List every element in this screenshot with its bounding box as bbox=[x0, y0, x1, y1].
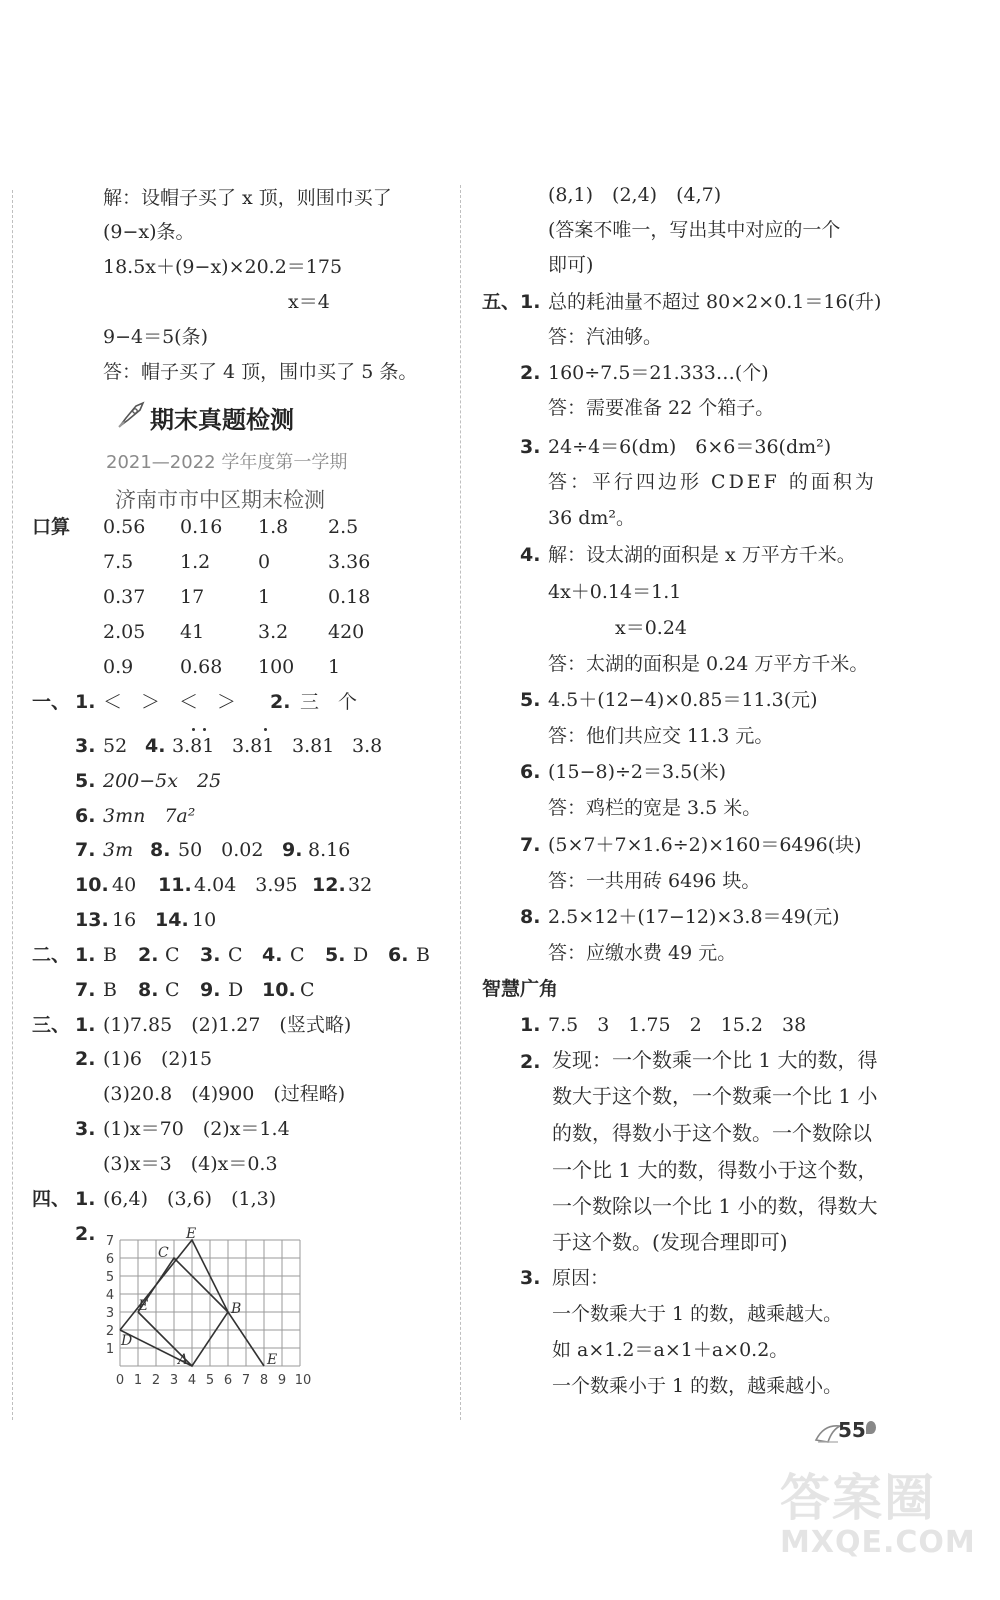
kousuan-cell: 1 bbox=[328, 656, 341, 678]
answer: 答：太湖的面积是 0.24 万平方千米。 bbox=[548, 653, 869, 675]
q-number: 9. bbox=[200, 979, 221, 1001]
intro-line-4: x＝4 bbox=[288, 291, 330, 313]
intro-line-5: 9−4＝5(条) bbox=[103, 326, 209, 348]
coordinate-grid bbox=[98, 1226, 320, 1392]
kousuan-cell: 3.2 bbox=[258, 621, 289, 643]
answer: C bbox=[290, 944, 305, 966]
q-number: 3. bbox=[520, 1267, 541, 1289]
repeat-dot bbox=[203, 728, 206, 731]
y-tick: 6 bbox=[105, 1252, 115, 1267]
kousuan-cell: 0.56 bbox=[103, 516, 146, 538]
answer: 的数，得数小于这个数。一个数除以 bbox=[552, 1121, 872, 1145]
answer: 一个数乘小于 1 的数，越乘越小。 bbox=[552, 1375, 843, 1397]
exam-name: 济南市市中区期末检测 bbox=[115, 488, 325, 512]
answer: 32 bbox=[348, 874, 373, 896]
answer: (1)6 (2)15 bbox=[103, 1048, 213, 1070]
answer: 24÷4＝6(dm) 6×6＝36(dm²) bbox=[548, 436, 832, 458]
answer: 4x＋0.14＝1.1 bbox=[548, 581, 682, 603]
q-number: 3. bbox=[75, 735, 96, 757]
sec2-label: 二、 bbox=[32, 944, 71, 966]
q-number: 2. bbox=[75, 1223, 96, 1245]
q-number: 6. bbox=[75, 805, 96, 827]
answer: C bbox=[165, 944, 180, 966]
rocket-icon bbox=[116, 400, 146, 430]
answer: 解：设太湖的面积是 x 万平方千米。 bbox=[548, 544, 856, 566]
kousuan-cell: 1.2 bbox=[180, 551, 211, 573]
point-label: D bbox=[121, 1333, 133, 1349]
answer: 16 bbox=[112, 909, 137, 931]
answer: (6,4) (3,6) (1,3) bbox=[103, 1188, 277, 1210]
answer: 如 a×1.2＝a×1＋a×0.2。 bbox=[552, 1339, 789, 1361]
section-title: 期末真题检测 bbox=[150, 406, 294, 434]
point-label: E bbox=[138, 1298, 149, 1314]
y-tick: 5 bbox=[105, 1270, 115, 1285]
q-number: 5. bbox=[325, 944, 346, 966]
answer: 一个比 1 大的数，得数小于这个数， bbox=[552, 1158, 878, 1182]
intro-line-3: 18.5x＋(9−x)×20.2＝175 bbox=[103, 256, 343, 278]
kousuan-cell: 100 bbox=[258, 656, 295, 678]
intro-line-2: (9−x)条。 bbox=[103, 221, 195, 243]
y-tick: 7 bbox=[105, 1234, 115, 1249]
q-number: 2. bbox=[520, 1051, 541, 1073]
kousuan-cell: 3.36 bbox=[328, 551, 371, 573]
kousuan-cell: 0.16 bbox=[180, 516, 223, 538]
answer: 10 bbox=[192, 909, 217, 931]
watermark bbox=[780, 1470, 976, 1560]
q-number: 8. bbox=[520, 906, 541, 928]
q-number: 8. bbox=[138, 979, 159, 1001]
answer: 4.5＋(12−4)×0.85＝11.3(元) bbox=[548, 689, 818, 711]
answer: 7.5 3 1.75 2 15.2 38 bbox=[548, 1014, 807, 1036]
q-number: 2. bbox=[520, 362, 541, 384]
x-tick: 0 bbox=[115, 1373, 125, 1388]
answer: 原因： bbox=[552, 1267, 610, 1289]
x-tick: 1 bbox=[133, 1373, 143, 1388]
q-number: 13. bbox=[75, 909, 109, 931]
sec4-label: 四、 bbox=[32, 1188, 71, 1210]
sec5-label: 五、 bbox=[482, 291, 521, 313]
q-number: 1. bbox=[520, 1014, 541, 1036]
answer: 一个数乘大于 1 的数，越乘越大。 bbox=[552, 1303, 843, 1325]
kousuan-cell: 0.37 bbox=[103, 586, 146, 608]
kousuan-cell: 17 bbox=[180, 586, 205, 608]
q-number: 4. bbox=[262, 944, 283, 966]
answer: 200−5x 25 bbox=[103, 770, 222, 792]
right-line: (答案不唯一，写出其中对应的一个 bbox=[548, 219, 841, 241]
right-line: (8,1) (2,4) (4,7) bbox=[548, 184, 722, 206]
y-tick: 4 bbox=[105, 1288, 115, 1303]
q-number: 7. bbox=[520, 834, 541, 856]
kousuan-cell: 7.5 bbox=[103, 551, 134, 573]
q-number: 6. bbox=[388, 944, 409, 966]
answer: 总的耗油量不超过 80×2×0.1＝16(升) bbox=[548, 291, 882, 313]
answer: 答：应缴水费 49 元。 bbox=[548, 942, 737, 964]
q-number: 6. bbox=[520, 761, 541, 783]
q-number: 3. bbox=[520, 436, 541, 458]
y-tick: 1 bbox=[105, 1342, 115, 1357]
answer: 答：平行四边形 CDEF 的面积为 bbox=[548, 471, 877, 493]
q-number: 10. bbox=[75, 874, 109, 896]
answer: 于这个数。(发现合理即可) bbox=[552, 1230, 788, 1254]
kousuan-cell: 1.8 bbox=[258, 516, 289, 538]
intro-line-6: 答：帽子买了 4 顶，围巾买了 5 条。 bbox=[103, 361, 418, 383]
q-number: 12. bbox=[312, 874, 346, 896]
answer: 50 0.02 bbox=[178, 839, 264, 861]
answer: 数大于这个数，一个数乘一个比 1 小 bbox=[552, 1084, 878, 1108]
kousuan-cell: 0.18 bbox=[328, 586, 371, 608]
q-number: 4. bbox=[520, 544, 541, 566]
q-number: 7. bbox=[75, 979, 96, 1001]
answer: C bbox=[165, 979, 180, 1001]
x-tick: 3 bbox=[169, 1373, 179, 1388]
answer: 三 个 bbox=[300, 691, 358, 713]
y-tick: 2 bbox=[105, 1324, 115, 1339]
q-number: 2. bbox=[75, 1048, 96, 1070]
x-tick: 6 bbox=[223, 1373, 233, 1388]
kousuan-cell: 41 bbox=[180, 621, 205, 643]
answer: 3.81 bbox=[292, 735, 335, 757]
answer: 36 dm²。 bbox=[548, 507, 636, 529]
answer: 一个数除以一个比 1 小的数，得数大 bbox=[552, 1194, 878, 1218]
sec1-label: 一、 bbox=[32, 691, 71, 713]
answer: B bbox=[103, 944, 117, 966]
answer: 4.04 3.95 bbox=[194, 874, 298, 896]
answer: ＜ ＞ ＜ ＞ bbox=[103, 691, 237, 713]
answer: C bbox=[300, 979, 315, 1001]
q-number: 7. bbox=[75, 839, 96, 861]
intro-line-1: 解：设帽子买了 x 顶，则围巾买了 bbox=[103, 187, 392, 209]
answer: 8.16 bbox=[308, 839, 351, 861]
x-tick: 9 bbox=[277, 1373, 287, 1388]
x-tick: 8 bbox=[259, 1373, 269, 1388]
answer: 40 bbox=[112, 874, 137, 896]
point-label: C bbox=[158, 1245, 169, 1261]
watermark-url: MXQE.COM bbox=[780, 1525, 976, 1560]
q-number: 5. bbox=[520, 689, 541, 711]
answer: 160÷7.5＝21.333…(个) bbox=[548, 362, 769, 384]
answer: B bbox=[103, 979, 117, 1001]
answer: 答：鸡栏的宽是 3.5 米。 bbox=[548, 797, 762, 819]
answer: 3mn 7a² bbox=[103, 805, 196, 827]
kousuan-cell: 2.5 bbox=[328, 516, 359, 538]
page-number-leaf bbox=[866, 1421, 876, 1434]
y-tick: 3 bbox=[105, 1306, 115, 1321]
answer: C bbox=[228, 944, 243, 966]
q-number: 5. bbox=[75, 770, 96, 792]
answer: 答：他们共应交 11.3 元。 bbox=[548, 725, 774, 747]
answer: 3m bbox=[103, 839, 134, 861]
answer: (3)x＝3 (4)x＝0.3 bbox=[103, 1153, 278, 1175]
point-label: E bbox=[267, 1352, 278, 1368]
q-number: 8. bbox=[150, 839, 171, 861]
point-label: B bbox=[231, 1301, 242, 1317]
answer: 答：一共用砖 6496 块。 bbox=[548, 870, 761, 892]
answer: 3.8 bbox=[352, 735, 383, 757]
answer: 发现：一个数乘一个比 1 大的数，得 bbox=[552, 1048, 878, 1072]
x-tick: 4 bbox=[187, 1373, 197, 1388]
answer: 3.81 bbox=[232, 735, 275, 757]
answer: (15−8)÷2＝3.5(米) bbox=[548, 761, 727, 783]
answer: (5×7＋7×1.6÷2)×160＝6496(块) bbox=[548, 834, 862, 856]
q-number: 4. bbox=[145, 735, 166, 757]
q-number: 1. bbox=[75, 1014, 96, 1036]
left-margin-line bbox=[12, 190, 13, 1420]
q-number: 9. bbox=[282, 839, 303, 861]
right-line: 即可) bbox=[548, 254, 594, 276]
q-number: 10. bbox=[262, 979, 296, 1001]
x-tick: 10 bbox=[294, 1373, 312, 1388]
q-number: 2. bbox=[270, 691, 291, 713]
q-number: 1. bbox=[75, 691, 96, 713]
answer: 2.5×12＋(17−12)×3.8＝49(元) bbox=[548, 906, 840, 928]
x-tick: 2 bbox=[151, 1373, 161, 1388]
q-number: 2. bbox=[138, 944, 159, 966]
kousuan-cell: 0 bbox=[258, 551, 271, 573]
answer: D bbox=[228, 979, 244, 1001]
q-number: 1. bbox=[75, 1188, 96, 1210]
q-number: 14. bbox=[155, 909, 189, 931]
zhihui-label: 智慧广角 bbox=[482, 978, 559, 1000]
kousuan-cell: 2.05 bbox=[103, 621, 146, 643]
repeat-dot bbox=[264, 728, 267, 731]
x-tick: 7 bbox=[241, 1373, 251, 1388]
answer: 答：汽油够。 bbox=[548, 326, 663, 348]
q-number: 11. bbox=[158, 874, 192, 896]
kousuan-cell: 0.9 bbox=[103, 656, 134, 678]
answer: (1)7.85 (2)1.27 (竖式略) bbox=[103, 1014, 352, 1036]
kousuan-label: 口算 bbox=[32, 516, 71, 538]
watermark-title: 答案圈 bbox=[780, 1469, 936, 1527]
repeat-dot bbox=[192, 728, 195, 731]
q-number: 3. bbox=[200, 944, 221, 966]
answer: B bbox=[416, 944, 430, 966]
answer: (1)x＝70 (2)x＝1.4 bbox=[103, 1118, 290, 1140]
kousuan-cell: 1 bbox=[258, 586, 271, 608]
answer: x＝0.24 bbox=[615, 617, 688, 639]
answer: 52 bbox=[103, 735, 128, 757]
kousuan-cell: 420 bbox=[328, 621, 365, 643]
page-number: 55 bbox=[838, 1418, 866, 1442]
column-divider bbox=[460, 185, 461, 1420]
kousuan-cell: 0.68 bbox=[180, 656, 223, 678]
q-number: 1. bbox=[520, 291, 541, 313]
point-label: A bbox=[178, 1352, 189, 1368]
q-number: 3. bbox=[75, 1118, 96, 1140]
answer: D bbox=[353, 944, 369, 966]
sec3-label: 三、 bbox=[32, 1014, 71, 1036]
school-year: 2021—2022 学年度第一学期 bbox=[106, 452, 348, 473]
point-label: E bbox=[186, 1226, 197, 1242]
answer: 3.81 bbox=[172, 735, 215, 757]
q-number: 1. bbox=[75, 944, 96, 966]
x-tick: 5 bbox=[205, 1373, 215, 1388]
answer: 答：需要准备 22 个箱子。 bbox=[548, 397, 775, 419]
answer: (3)20.8 (4)900 (过程略) bbox=[103, 1083, 346, 1105]
